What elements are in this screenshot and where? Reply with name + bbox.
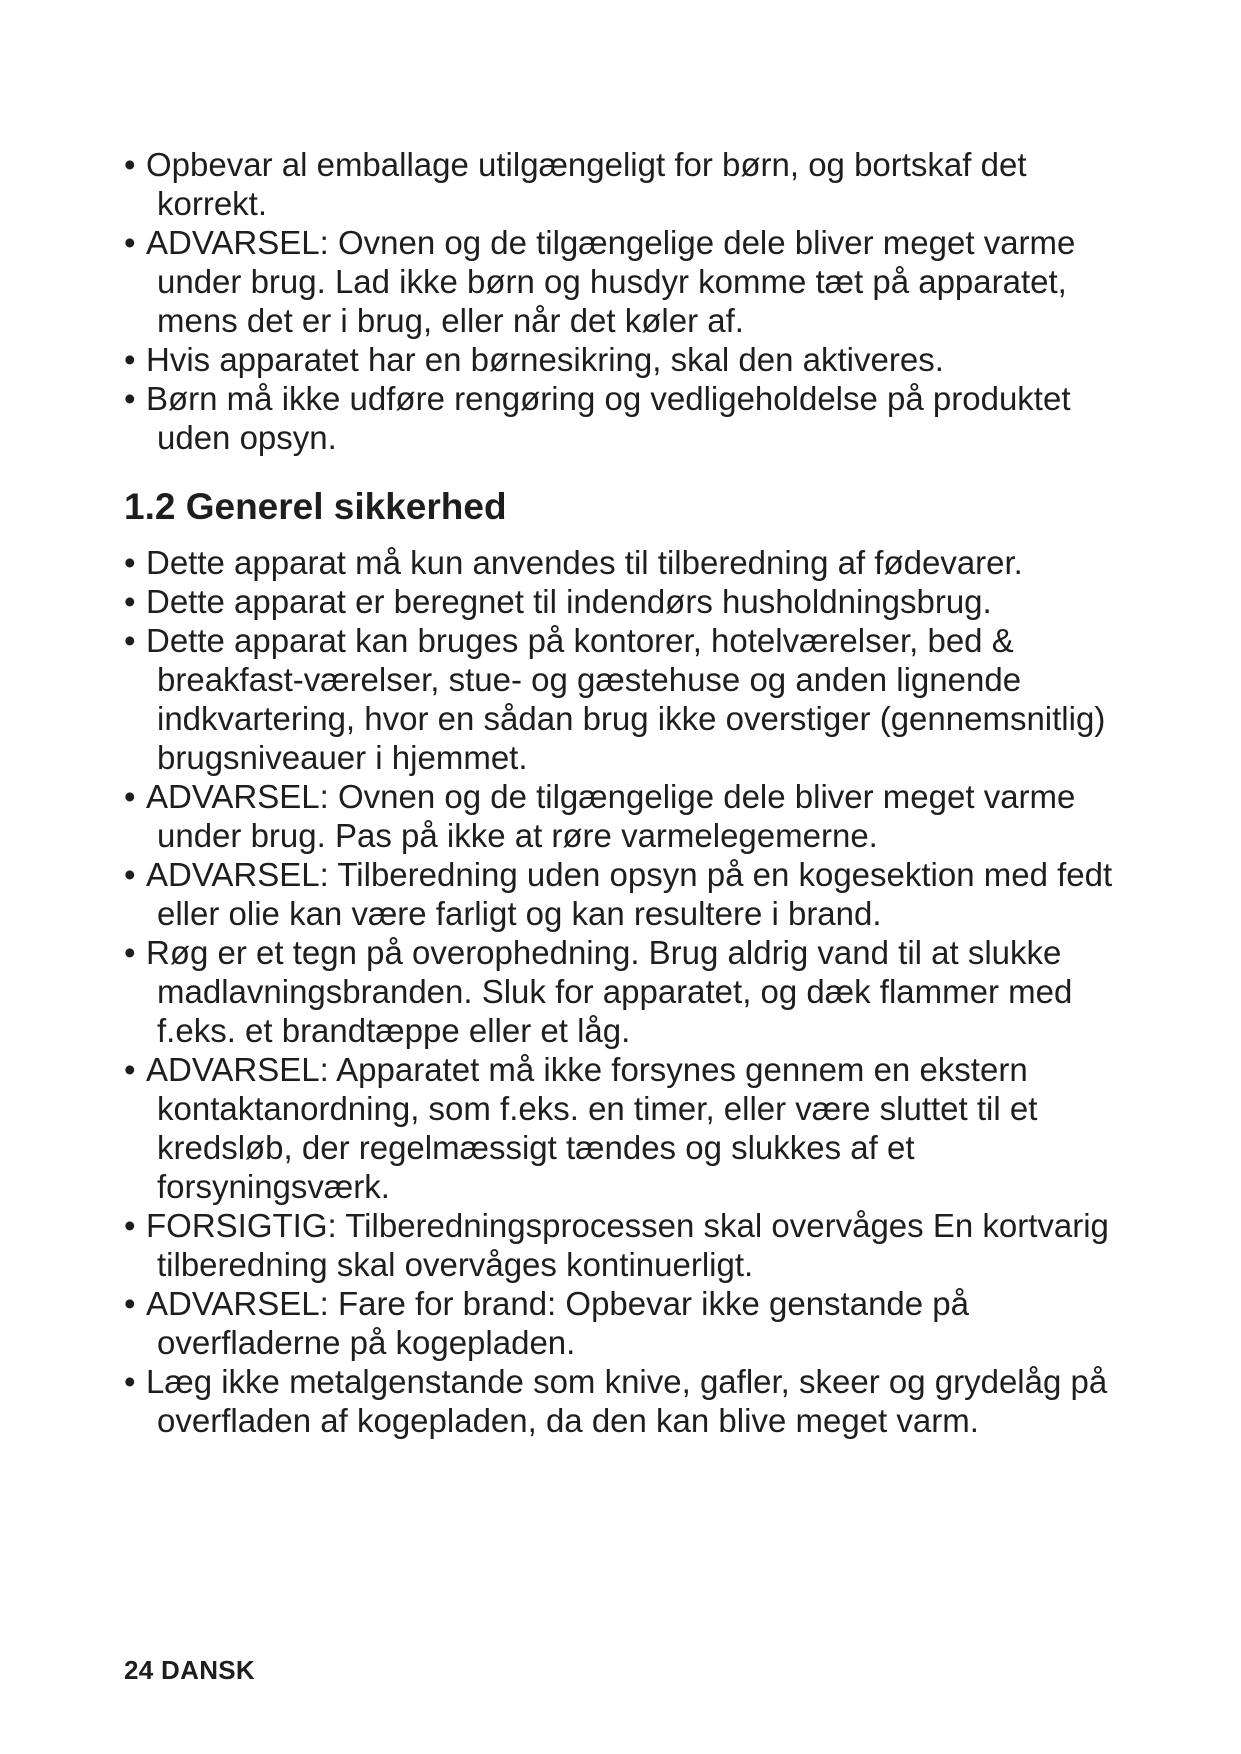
safety-bullet-list [124, 543, 1134, 1440]
list-item-text: Læg ikke metalgenstande som knive, gafler, skeer og grydelåg på overfladen af kogepladen, da den kan blive meget varm. [146, 1363, 1108, 1439]
list-item-text: Opbevar al emballage utilgængeligt for børn, og bortskaf det korrekt. [146, 146, 1027, 222]
list-item-text: Dette apparat er beregnet til indendørs husholdningsbrug. [146, 583, 992, 620]
list-item [124, 379, 1134, 457]
bullet-icon: • [124, 1363, 136, 1400]
page-footer-label: 24 DANSK [124, 1655, 255, 1685]
list-item [124, 1050, 1134, 1206]
list-item [124, 582, 1134, 621]
bullet-icon: • [124, 1207, 136, 1244]
bullet-icon: • [124, 380, 136, 417]
bullet-icon: • [124, 1051, 136, 1088]
bullet-icon: • [124, 1285, 136, 1322]
list-item-text: ADVARSEL: Tilberedning uden opsyn på en kogesektion med fedt eller olie kan være farligt og kan resultere i brand. [146, 856, 1113, 932]
bullet-icon: • [124, 341, 136, 378]
list-item [124, 855, 1134, 933]
list-item [124, 933, 1134, 1050]
list-item [124, 621, 1134, 777]
bullet-icon: • [124, 146, 136, 183]
list-item [124, 1284, 1134, 1362]
page-content [124, 145, 1134, 1440]
list-item-text: Hvis apparatet har en børnesikring, skal den aktiveres. [146, 341, 944, 378]
bullet-icon: • [124, 544, 136, 581]
section-heading: 1.2 Generel sikkerhed [124, 486, 507, 527]
list-item-text: Børn må ikke udføre rengøring og vedligeholdelse på produktet uden opsyn. [146, 380, 1071, 456]
bullet-icon: • [124, 583, 136, 620]
list-item-text: FORSIGTIG: Tilberedningsprocessen skal overvåges En kortvarig tilberedning skal overvåges kontinuerligt. [146, 1207, 1109, 1283]
bullet-icon: • [124, 622, 136, 659]
list-item [124, 777, 1134, 855]
list-item-text: ADVARSEL: Fare for brand: Opbevar ikke genstande på overfladerne på kogepladen. [146, 1285, 970, 1361]
intro-bullet-list [124, 145, 1134, 457]
bullet-icon: • [124, 856, 136, 893]
list-item-text: Dette apparat må kun anvendes til tilberedning af fødevarer. [146, 544, 1023, 581]
list-item-text: ADVARSEL: Ovnen og de tilgængelige dele bliver meget varme under brug. Pas på ikke at røre varmelegemerne. [146, 778, 1076, 854]
list-item [124, 340, 1134, 379]
list-item [124, 543, 1134, 582]
list-item-text: ADVARSEL: Apparatet må ikke forsynes gennem en ekstern kontaktanordning, som f.eks. en timer, eller være sluttet til et kredsløb, der regelmæssigt tændes og slukkes af et forsyningsværk. [146, 1051, 1038, 1205]
list-item [124, 223, 1134, 340]
list-item-text: ADVARSEL: Ovnen og de tilgængelige dele bliver meget varme under brug. Lad ikke børn og husdyr komme tæt på apparatet, mens det er i brug, eller når det køler af. [146, 224, 1076, 339]
bullet-icon: • [124, 934, 136, 971]
bullet-icon: • [124, 778, 136, 815]
list-item [124, 145, 1134, 223]
list-item-text: Dette apparat kan bruges på kontorer, hotelværelser, bed & breakfast-værelser, stue- og gæstehuse og anden lignende indkvartering, hvor en sådan brug ikke overstiger (gennemsnitlig) brugsniveauer i hjemmet. [146, 622, 1106, 776]
bullet-icon: • [124, 224, 136, 261]
list-item [124, 1206, 1134, 1284]
list-item-text: Røg er et tegn på overophedning. Brug aldrig vand til at slukke madlavningsbranden. Sluk for apparatet, og dæk flammer med f.eks. et brandtæppe eller et låg. [146, 934, 1073, 1049]
list-item [124, 1362, 1134, 1440]
